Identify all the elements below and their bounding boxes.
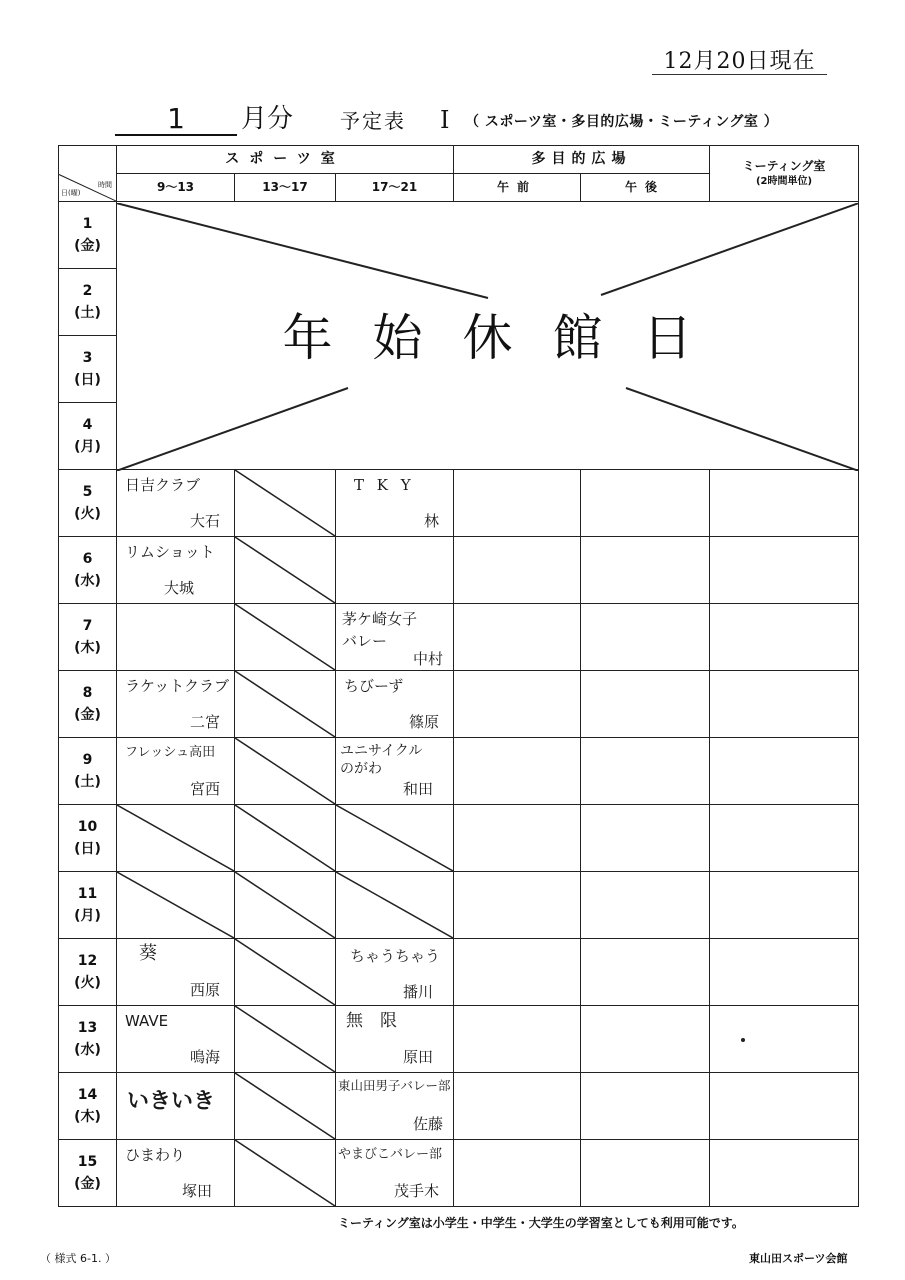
unavailable-cell: [235, 470, 336, 537]
unavailable-cell: [235, 1140, 336, 1207]
unavailable-cell: [235, 1073, 336, 1140]
unavailable-cell: [235, 537, 336, 604]
empty-cell[interactable]: [454, 738, 581, 805]
empty-cell[interactable]: [454, 1073, 581, 1140]
unavailable-cell: [336, 805, 454, 872]
day-label: 15 (金): [59, 1140, 117, 1207]
facilities-subtitle: （ スポーツ室・多目的広場・ミーティング室 ）: [465, 114, 779, 130]
day-label: 5 (火): [59, 470, 117, 537]
month-suffix: 月分: [241, 104, 294, 134]
booking-cell[interactable]: 東山田男子バレー部 佐藤: [336, 1073, 454, 1140]
day-label: 7 (木): [59, 604, 117, 671]
empty-cell[interactable]: [117, 604, 235, 671]
corner-time-label: 時間: [98, 181, 112, 189]
day-label: 11 (月): [59, 872, 117, 939]
unavailable-cell: [235, 604, 336, 671]
empty-cell[interactable]: [710, 872, 859, 939]
unavailable-cell: [336, 872, 454, 939]
status-stamp: 12月20日現在: [652, 44, 827, 75]
empty-cell[interactable]: [710, 1140, 859, 1207]
unavailable-cell: [117, 872, 235, 939]
booking-cell[interactable]: やまびこバレー部 茂手木: [336, 1140, 454, 1207]
day-label: 1 (金): [59, 202, 117, 269]
empty-cell[interactable]: [710, 1006, 859, 1073]
booking-cell[interactable]: リムショット 大城: [117, 537, 235, 604]
form-number: （ 様式 6-1. ）: [40, 1252, 116, 1265]
plaza-header-pm: 午後: [581, 174, 710, 202]
empty-cell[interactable]: [710, 939, 859, 1006]
day-label: 13 (水): [59, 1006, 117, 1073]
unavailable-cell: [235, 872, 336, 939]
day-label: 4 (月): [59, 403, 117, 470]
schedule-numeral: Ⅰ: [440, 106, 450, 134]
booking-cell[interactable]: 日吉クラブ 大石: [117, 470, 235, 537]
slot-header-morning: 9～13: [117, 174, 235, 202]
day-label: 10 (日): [59, 805, 117, 872]
organization-name: 東山田スポーツ会館: [749, 1252, 848, 1265]
empty-cell[interactable]: [710, 805, 859, 872]
booking-cell[interactable]: 無 限 原田: [336, 1006, 454, 1073]
sports-room-header: スポーツ室: [117, 146, 454, 174]
empty-cell[interactable]: [581, 470, 710, 537]
booking-cell[interactable]: ラケットクラブ 二宮: [117, 671, 235, 738]
footnote: ミーティング室は小学生・中学生・大学生の学習室としても利用可能です。: [338, 1216, 744, 1230]
slot-header-afternoon: 13～17: [235, 174, 336, 202]
booking-cell[interactable]: ちびーず 篠原: [336, 671, 454, 738]
empty-cell[interactable]: [710, 738, 859, 805]
month-number: 1: [115, 104, 237, 136]
empty-cell[interactable]: [581, 537, 710, 604]
empty-cell[interactable]: [581, 1006, 710, 1073]
empty-cell[interactable]: [710, 537, 859, 604]
booking-cell[interactable]: いきいき: [117, 1073, 235, 1140]
empty-cell[interactable]: [581, 805, 710, 872]
unavailable-cell: [235, 805, 336, 872]
day-label: 9 (土): [59, 738, 117, 805]
day-label: 12 (火): [59, 939, 117, 1006]
booking-cell[interactable]: ユニサイクル のがわ 和田: [336, 738, 454, 805]
empty-cell[interactable]: [454, 537, 581, 604]
booking-cell[interactable]: フレッシュ高田 宮西: [117, 738, 235, 805]
empty-cell[interactable]: [454, 470, 581, 537]
closed-overlay: [116, 203, 859, 471]
empty-cell[interactable]: [454, 604, 581, 671]
corner-day-label: 日(曜): [61, 189, 81, 197]
empty-cell[interactable]: [454, 1006, 581, 1073]
plaza-header-am: 午前: [454, 174, 581, 202]
booking-cell[interactable]: WAVE 鳴海: [117, 1006, 235, 1073]
unavailable-cell: [235, 671, 336, 738]
empty-cell[interactable]: [581, 671, 710, 738]
unavailable-cell: [235, 1006, 336, 1073]
header-corner: [59, 146, 117, 202]
empty-cell[interactable]: [581, 939, 710, 1006]
booking-cell[interactable]: ひまわり 塚田: [117, 1140, 235, 1207]
multipurpose-header: 多目的広場: [454, 146, 710, 174]
unavailable-cell: [117, 805, 235, 872]
empty-cell[interactable]: [581, 1140, 710, 1207]
unavailable-cell: [235, 939, 336, 1006]
empty-cell[interactable]: [710, 1073, 859, 1140]
day-label: 6 (水): [59, 537, 117, 604]
slot-header-evening: 17～21: [336, 174, 454, 202]
meeting-room-note: (2時間単位): [755, 176, 813, 187]
empty-cell[interactable]: [581, 738, 710, 805]
booking-cell[interactable]: 茅ケ崎女子 バレー 中村: [336, 604, 454, 671]
empty-cell[interactable]: [454, 872, 581, 939]
unavailable-cell: [235, 738, 336, 805]
empty-cell[interactable]: [710, 604, 859, 671]
meeting-room-header: [710, 146, 859, 202]
stray-mark: [741, 1038, 745, 1042]
empty-cell[interactable]: [581, 604, 710, 671]
empty-cell[interactable]: [710, 671, 859, 738]
closed-label: 年始休館日: [282, 309, 733, 367]
day-label: 3 (日): [59, 336, 117, 403]
schedule-title: 予定表: [340, 109, 406, 133]
booking-cell[interactable]: T K Y 林: [336, 470, 454, 537]
empty-cell[interactable]: [581, 872, 710, 939]
day-label: 8 (金): [59, 671, 117, 738]
meeting-room-label: ミーティング室: [742, 159, 826, 173]
empty-cell[interactable]: [581, 1073, 710, 1140]
empty-cell[interactable]: [454, 939, 581, 1006]
empty-cell[interactable]: [710, 470, 859, 537]
empty-cell[interactable]: [454, 805, 581, 872]
empty-cell[interactable]: [454, 671, 581, 738]
booking-cell[interactable]: 葵 西原: [117, 939, 235, 1006]
booking-cell[interactable]: ちゃうちゃう 播川: [336, 939, 454, 1006]
empty-cell[interactable]: [454, 1140, 581, 1207]
empty-cell[interactable]: [336, 537, 454, 604]
day-label: 14 (木): [59, 1073, 117, 1140]
day-label: 2 (土): [59, 269, 117, 336]
